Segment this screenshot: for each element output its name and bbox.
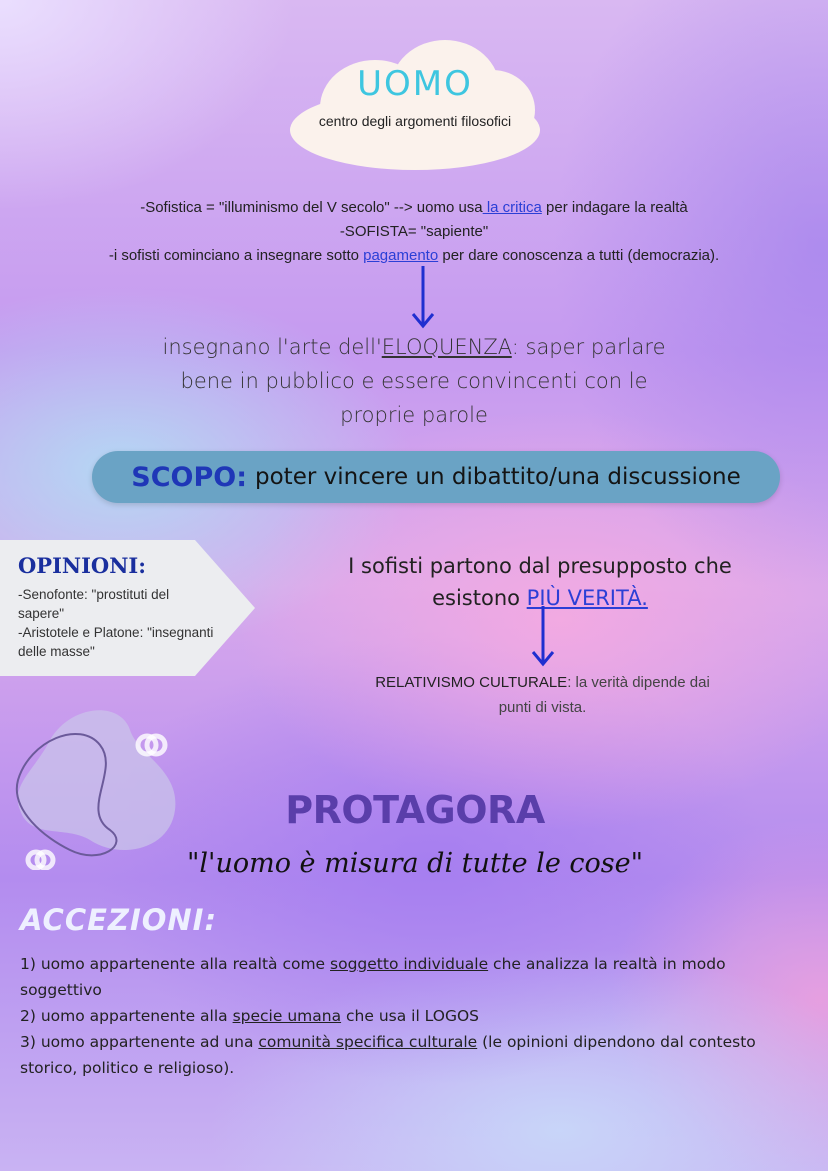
opinioni-list [18, 585, 218, 661]
eloquenza-keyword: ELOQUENZA [381, 335, 512, 359]
accezioni-title: ACCEZIONI: [20, 903, 218, 937]
accezioni-list [20, 951, 810, 1081]
scopo-text: poter vincere un dibattito/una discussione [255, 464, 741, 490]
opinione-item: -Senofonte: "prostituti del sapere" [18, 587, 170, 621]
link-piu-verita[interactable]: PIÙ VERITÀ. [526, 586, 648, 610]
sofisti-text: I sofisti partono dal presupposto che esistono PIÙ VERITÀ. [348, 554, 732, 610]
eloquenza-text: insegnano l'arte dell'ELOQUENZA: saper parlare bene in pubblico e essere convincenti con le proprie parole [162, 335, 666, 427]
protagora-title: PROTAGORA [285, 788, 545, 832]
intro-line-2: -SOFISTA= "sapiente" [339, 223, 489, 240]
page-title: UOMO [357, 64, 473, 104]
title-cloud [290, 40, 540, 170]
intro-line-1: -Sofistica = "illuminismo del V secolo" --> uomo usa la critica per indagare la realtà [140, 199, 688, 216]
arrow-down-icon [530, 606, 556, 670]
scopo-banner [92, 451, 780, 503]
opinioni-title: OPINIONI: [18, 553, 146, 578]
scopo-label: SCOPO: [131, 461, 248, 493]
protagora-quote: "l'uomo è misura di tutte le cose" [186, 848, 644, 879]
accezione-item: 1) uomo appartenente alla realtà come soggetto individuale che analizza la realtà in modo soggettivo [20, 955, 726, 999]
decorative-blob-icon [10, 700, 190, 870]
intro-text [20, 196, 808, 268]
page-subtitle: centro degli argomenti filosofici [318, 113, 512, 129]
link-la-critica[interactable]: la critica [482, 199, 542, 216]
accezione-item: 3) uomo appartenente ad una comunità specifica culturale (le opinioni dipendono dal contesto storico, politico e religioso). [20, 1033, 756, 1077]
intro-line-3: -i sofisti cominciano a insegnare sotto pagamento per dare conoscenza a tutti (democrazia). [108, 247, 720, 264]
link-pagamento[interactable]: pagamento [363, 247, 439, 264]
relativismo-text: RELATIVISMO CULTURALE: la verità dipende dai punti di vista. [375, 674, 710, 716]
accezione-item: 2) uomo appartenente alla specie umana che usa il LOGOS [20, 1007, 480, 1025]
arrow-down-icon [410, 266, 436, 332]
opinione-item: -Aristotele e Platone: "insegnanti delle masse" [18, 625, 214, 659]
